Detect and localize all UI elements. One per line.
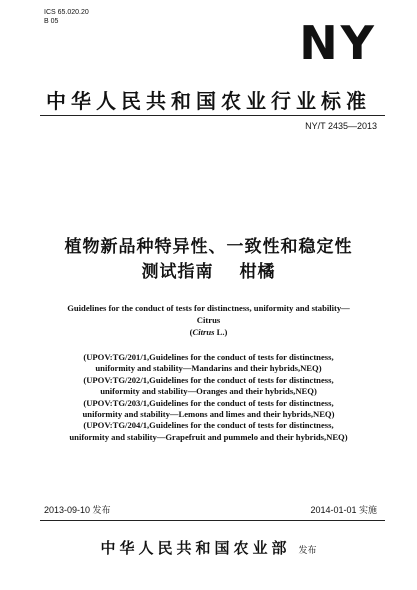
- upov-line: (UPOV:TG/202/1,Guidelines for the conduct of tests for distinctness,: [83, 374, 334, 385]
- footer-divider: [40, 520, 385, 521]
- ccs-code: B 05: [44, 18, 59, 25]
- effective-date: 2014-01-01 实施: [310, 505, 377, 515]
- cn-title-line2: [0, 257, 417, 282]
- upov-line: uniformity and stability—Mandarins and their hybrids,NEQ): [95, 363, 322, 374]
- en-title-line3: (Citrus L.): [189, 327, 228, 337]
- upov-line: uniformity and stability—Oranges and their hybrids,NEQ): [100, 386, 317, 397]
- en-title-line1: Guidelines for the conduct of tests for distinctness, uniformity and stability—: [67, 303, 350, 313]
- cn-title-citrus: 柑橘: [239, 262, 276, 282]
- ics-code: ICS 65.020.20: [44, 9, 89, 16]
- upov-line: (UPOV:TG/203/1,Guidelines for the conduct of tests for distinctness,: [83, 397, 334, 408]
- issue-date: 2013-09-10 发布: [44, 505, 111, 515]
- issuer-suffix: 发布: [298, 546, 317, 556]
- issuer: [0, 537, 417, 558]
- issuer-name: 中华人民共和国农业部: [100, 539, 291, 557]
- cn-title-line1: 植物新品种特异性、一致性和稳定性: [64, 237, 353, 257]
- en-title-line2: Citrus: [196, 315, 221, 325]
- upov-references: [0, 352, 417, 443]
- upov-line: (UPOV:TG/204/1,Guidelines for the conduct of tests for distinctness,: [83, 420, 334, 431]
- standard-category-title: 中华人民共和国农业行业标准: [46, 89, 371, 113]
- ny-logo: NY: [299, 16, 377, 70]
- upov-line: uniformity and stability—Lemons and limes and their hybrids,NEQ): [82, 409, 335, 420]
- upov-line: uniformity and stability—Grapefruit and pummelo and their hybrids,NEQ): [69, 431, 348, 442]
- latin-name: Citrus: [192, 327, 215, 337]
- classification-codes: [44, 8, 89, 26]
- en-title: [0, 302, 417, 338]
- cn-title-guide: 测试指南: [141, 262, 214, 282]
- upov-line: (UPOV:TG/201/1,Guidelines for the conduct of tests for distinctness,: [83, 352, 334, 362]
- standard-code: NY/T 2435—2013: [305, 121, 377, 131]
- header-divider: [40, 115, 385, 116]
